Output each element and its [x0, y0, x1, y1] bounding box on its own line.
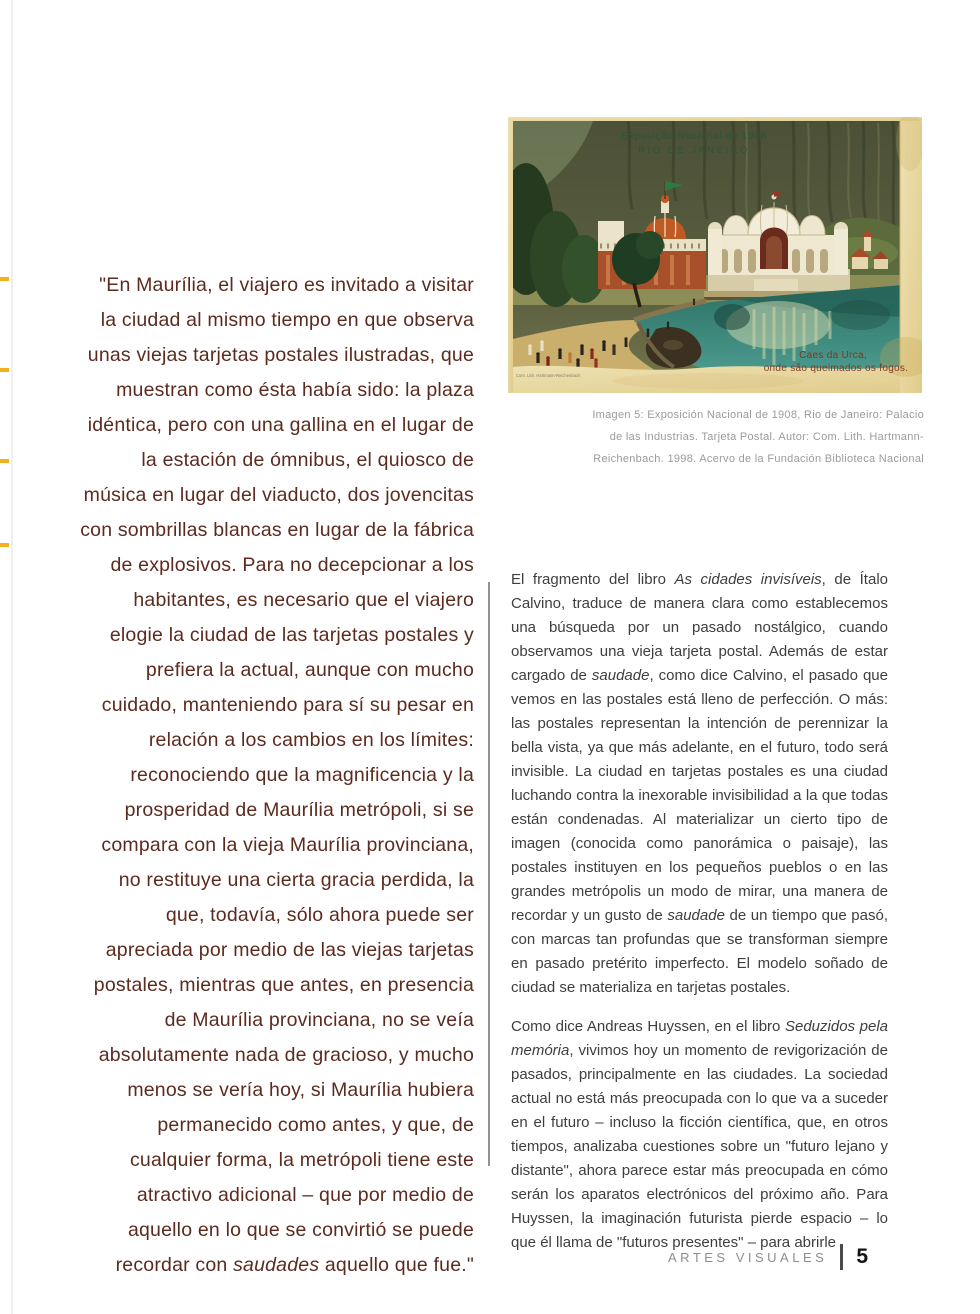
margin-tick [0, 459, 9, 463]
margin-tick [0, 543, 9, 547]
page-fold-line [11, 0, 13, 1314]
postcard-bottom-text-line1: Caes da Urca, [799, 350, 867, 361]
page-number: 5 [856, 1245, 868, 1268]
postcard-title-line1: Exposição Nacional de 1908 [620, 130, 768, 142]
postcard-image [508, 117, 922, 393]
postcard-imprint: Com. Lith. Hartmann-Reichenbach [516, 373, 581, 378]
postcard-figure [508, 117, 922, 393]
pull-quote: "En Maurília, el viajero es invitado a visitar la ciudad al mismo tiempo en que observa unas viejas tarjetas postales ilustradas, que muestran como ésta había sido: la plaza idéntica, pero con una gallina en el lugar de la estación de ómnibus, el quiosco de música en lugar del viaducto, dos jovencitas con sombrillas blancas en lugar de la fábrica de explosivos. Para no decepcionar a los habitantes, es necesario que el viajero elogie la ciudad de las tarjetas postales y prefiera la actual, aunque con mucho cuidado, manteniendo para sí su pesar en relación a los cambios en los límites: reconociendo que la magnificencia y la prosperidad de Maurília metrópoli, si se compara con la vieja Maurília provinciana, no restituye una cierta gracia perdida, la que, todavía, sólo ahora puede ser apreciada por medio de las viejas tarjetas postales, mientras que antes, en presencia de Maurília provinciana, no se veía absolutamente nada de gracioso, y mucho menos se vería hoy, si Maurília hubiera permanecido como antes, y que, de cualquier forma, la metrópoli tiene este atractivo adicional – que por medio de aquello en lo que se convirtió se puede recordar con saudades aquello que fue." [80, 274, 474, 1276]
margin-tick [0, 277, 9, 281]
page-footer [668, 1242, 868, 1272]
article-body [511, 568, 888, 1270]
postcard-title-line2: RIO DE JANEIRO [638, 145, 750, 156]
postcard-bottom-text-line2: onde são queimados os fogos. [763, 363, 909, 374]
margin-tick [0, 368, 9, 372]
section-label: ARTES VISUALES [668, 1249, 828, 1265]
article-paragraph-1: El fragmento del libro As cidades invisíveis, de Ítalo Calvino, traduce de manera clara como establecemos una búsqueda por un pasado nostálgico, cuando observamos una vieja tarjeta postal. Además de estar cargado de saudade, como dice Calvino, el pasado que vemos en las postales está lleno de perfección. O más: las postales representan la intención de perennizar la bella vista, ya que más adelante, en el futuro, todo será invisible. La ciudad en tarjetas postales es una ciudad luchando contra la inexorable invisibilidad a la que todas están condenadas. Al materializar un cierto tipo de imagen (conocida como panorámica o paisaje), las postales instituyen en los pequeños pueblos o en las grandes metrópolis un modo de mirar, una manera de recordar y un gusto de saudade de un tiempo que pasó, con marcas tan profundas que se transforman siempre en pasado pretérito imperfecto. El modelo soñado de ciudad se materializa en tarjetas postales. [511, 571, 888, 996]
footer-divider-bar [840, 1244, 843, 1270]
image-caption: Imagen 5: Exposición Nacional de 1908, Rio de Janeiro: Palacio de las Industrias. Tarjeta Postal. Autor: Com. Lith. Hartmann-Reichenbach. 1998. Acervo de la Fundación Biblioteca Nacional [592, 409, 924, 465]
article-paragraph-2: Como dice Andreas Huyssen, en el libro Seduzidos pela memória, vivimos hoy un momento de revigorización de pasados, principalmente en las ciudades. La sociedad actual no está más preocupada con lo que va a suceder en el futuro – incluso la ficción científica, que, en otros tiempos, analizaba cuestiones sobre un "futuro lejano y distante", ahora parece estar más preocupada en cómo serán los aparatos electrónicos del próximo año. Para Huyssen, la imaginación futurista pierde espacio – lo que él llama de "futuros presentes" – para abrirle [511, 1018, 888, 1251]
column-divider-line [488, 582, 490, 1166]
